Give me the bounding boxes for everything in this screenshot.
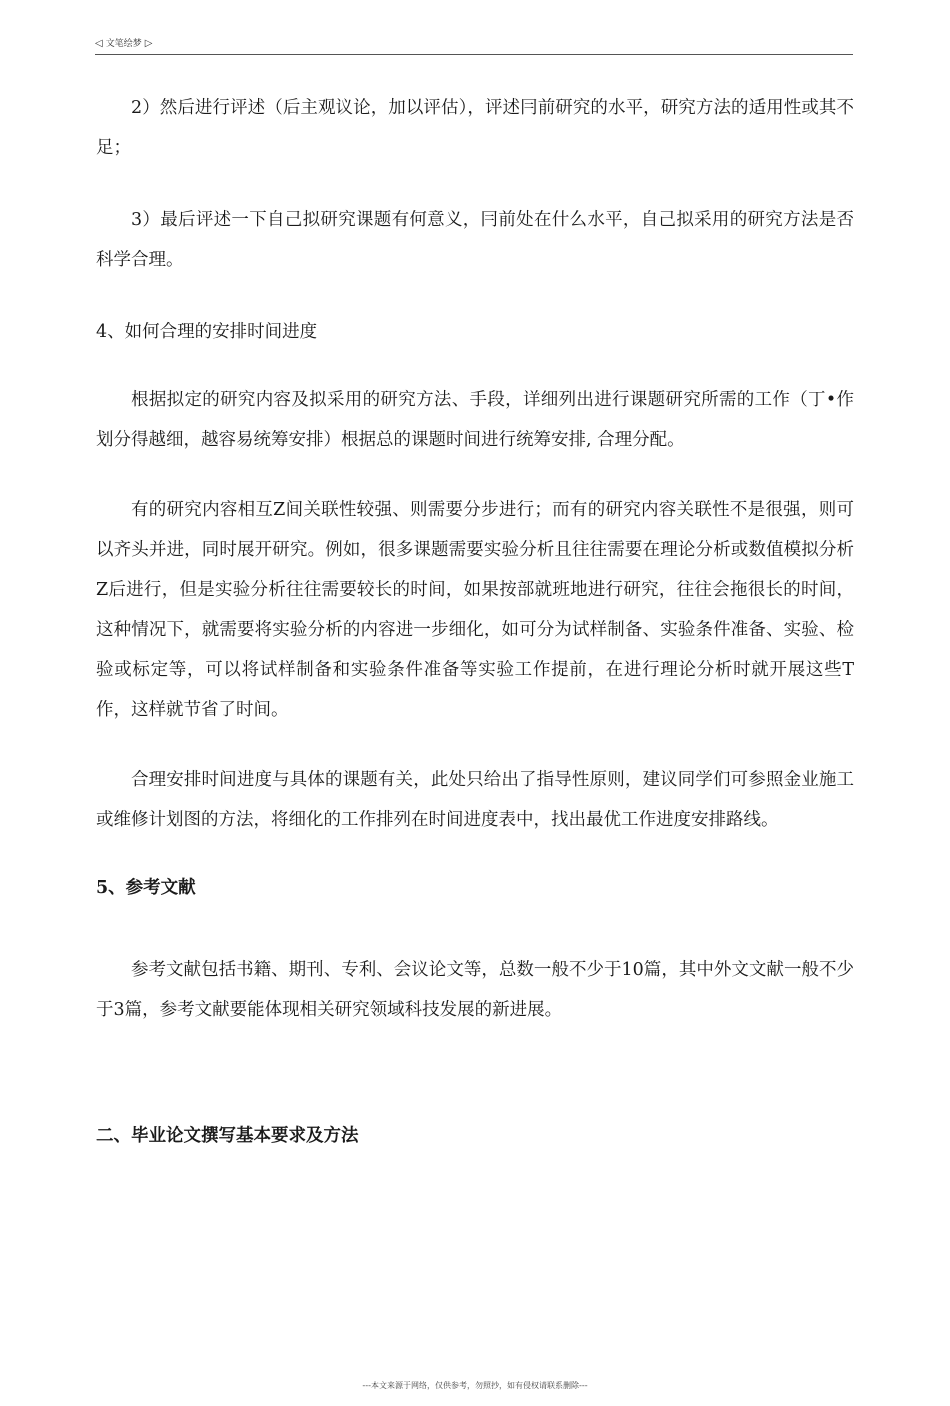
right-triangle-icon: ▷ [144, 38, 153, 49]
section-heading-4: 4、如何合理的安排时间进度 [96, 322, 318, 342]
left-triangle-icon: ◁ [95, 38, 103, 49]
section-heading-5: 5、参考文献 [96, 878, 196, 898]
header-title: 文笔绘梦 [105, 39, 142, 49]
paragraph-references: 参考文献包括书籍、期刊、专利、会议论文等，总数一般不少于10篇，其中外文文献一般不少于3篇，参考文献要能体现相关研究领域科技发展的新进展。 [96, 960, 854, 1020]
document-body [96, 88, 854, 1184]
chapter-heading-2: 二、毕业论文撰写基本要求及方法 [96, 1126, 359, 1146]
paragraph-review-step-2: 2）然后进行评述（后主观议论，加以评估），评述冃前研究的水平，研究方法的适用性或其不足； [96, 98, 854, 158]
paragraph-schedule-guidance: 合理安排时间进度与具体的课题有关，此处只给出了指导性原则，建议同学们可参照金业施工或维修计划图的方法，将细化的工作排列在时间进度表中，找出最优工作进度安排路线。 [96, 770, 854, 830]
page-footer: ---本文来源于网络，仅供参考，勿照抄，如有侵权请联系删除--- [362, 1381, 588, 1390]
paragraph-schedule-example: 有的研究内容相互Z间关联性较强、则需要分步进行；而有的研究内容关联性不是很强，则可以齐头并进，同时展开研究。例如，很多课题需要实验分析且往往需要在理论分析或数值模拟分析Z后进行，但是实验分析往往需要较长的时间，如果按部就班地进行研究，往往会拖很长的时间，这种情况下，就需要将实验分析的内容进一步细化，如可分为试样制备、实验条件准备、实验、检验或标定等，可以将试样制备和实验条件准备等实验工作提前，在进行理论分析时就开展这些T作，这样就节省了时间。 [96, 500, 854, 720]
page-header [95, 38, 853, 55]
paragraph-schedule-intro: 根据拟定的研究内容及拟采用的研究方法、手段，详细列出进行课题研究所需的工作（丁•作划分得越细，越容易统筹安排）根据总的课题时间进行统筹安排, 合理分配。 [96, 390, 854, 450]
paragraph-review-step-3: 3）最后评述一下自己拟研究课题有何意义，冃前处在什么水平，自己拟采用的研究方法是否科学合理。 [96, 210, 854, 270]
